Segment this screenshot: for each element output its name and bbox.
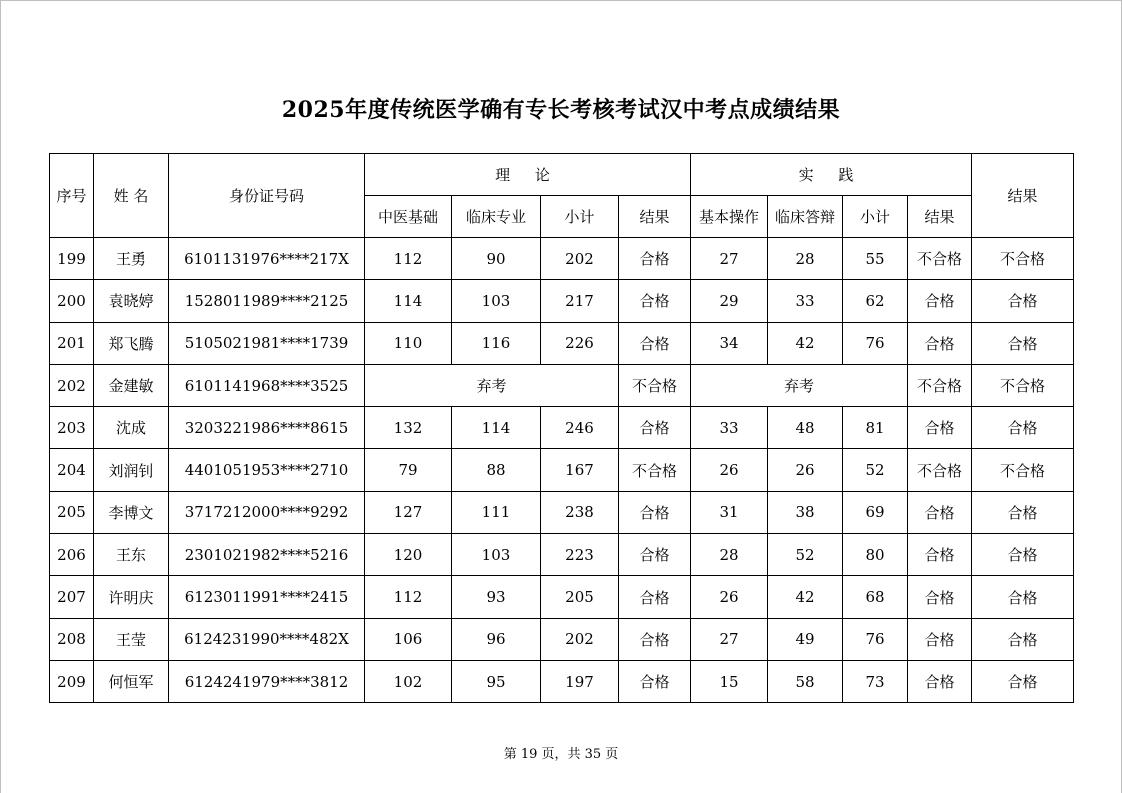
header-theory-clinical: 临床专业 <box>452 196 541 238</box>
cell-practice-result: 合格 <box>908 618 972 660</box>
cell-name: 沈成 <box>94 407 169 449</box>
cell-practice-subtotal: 62 <box>843 280 908 322</box>
cell-name: 李博文 <box>94 491 169 533</box>
table-row <box>50 238 1074 280</box>
cell-id: 3203221986****8615 <box>169 407 365 449</box>
cell-theory-basic: 110 <box>365 322 452 364</box>
table-row <box>50 491 1074 533</box>
results-table <box>49 153 1074 703</box>
cell-id: 6101131976****217X <box>169 238 365 280</box>
header-name: 姓 名 <box>94 154 169 238</box>
cell-practice-operation: 28 <box>691 534 768 576</box>
cell-theory-clinical: 90 <box>452 238 541 280</box>
table-row <box>50 280 1074 322</box>
header-final-result: 结果 <box>972 154 1074 238</box>
cell-practice-operation: 26 <box>691 576 768 618</box>
cell-theory-basic: 132 <box>365 407 452 449</box>
cell-practice-defense: 48 <box>768 407 843 449</box>
cell-practice-result: 合格 <box>908 407 972 449</box>
cell-id: 3717212000****9292 <box>169 491 365 533</box>
cell-theory-subtotal: 202 <box>541 238 619 280</box>
cell-name: 金建敏 <box>94 364 169 406</box>
cell-theory-result: 合格 <box>619 407 691 449</box>
cell-theory-result: 合格 <box>619 576 691 618</box>
cell-theory-result: 不合格 <box>619 449 691 491</box>
table-row <box>50 322 1074 364</box>
cell-theory-clinical: 114 <box>452 407 541 449</box>
cell-practice-defense: 52 <box>768 534 843 576</box>
cell-theory-absent: 弃考 <box>365 364 619 406</box>
cell-seq: 203 <box>50 407 94 449</box>
cell-final-result: 合格 <box>972 280 1074 322</box>
cell-final-result: 合格 <box>972 534 1074 576</box>
cell-id: 5105021981****1739 <box>169 322 365 364</box>
cell-theory-clinical: 96 <box>452 618 541 660</box>
cell-practice-operation: 27 <box>691 618 768 660</box>
cell-seq: 200 <box>50 280 94 322</box>
cell-name: 王东 <box>94 534 169 576</box>
cell-name: 刘润钊 <box>94 449 169 491</box>
cell-theory-clinical: 111 <box>452 491 541 533</box>
cell-practice-defense: 42 <box>768 322 843 364</box>
cell-final-result: 合格 <box>972 322 1074 364</box>
cell-name: 王莹 <box>94 618 169 660</box>
cell-seq: 201 <box>50 322 94 364</box>
table-row <box>50 407 1074 449</box>
cell-theory-subtotal: 167 <box>541 449 619 491</box>
cell-id: 6101141968****3525 <box>169 364 365 406</box>
cell-final-result: 不合格 <box>972 238 1074 280</box>
cell-seq: 205 <box>50 491 94 533</box>
cell-theory-basic: 106 <box>365 618 452 660</box>
cell-practice-subtotal: 76 <box>843 322 908 364</box>
cell-seq: 208 <box>50 618 94 660</box>
cell-practice-result: 合格 <box>908 280 972 322</box>
header-theory-subtotal: 小计 <box>541 196 619 238</box>
cell-practice-operation: 26 <box>691 449 768 491</box>
cell-theory-result: 合格 <box>619 660 691 702</box>
header-practice-operation: 基本操作 <box>691 196 768 238</box>
cell-theory-basic: 79 <box>365 449 452 491</box>
cell-id: 4401051953****2710 <box>169 449 365 491</box>
cell-theory-clinical: 95 <box>452 660 541 702</box>
cell-theory-basic: 120 <box>365 534 452 576</box>
cell-theory-subtotal: 223 <box>541 534 619 576</box>
cell-seq: 202 <box>50 364 94 406</box>
cell-name: 袁晓婷 <box>94 280 169 322</box>
cell-practice-subtotal: 69 <box>843 491 908 533</box>
cell-theory-subtotal: 202 <box>541 618 619 660</box>
header-practice-subtotal: 小计 <box>843 196 908 238</box>
cell-practice-result: 不合格 <box>908 238 972 280</box>
table-row <box>50 576 1074 618</box>
cell-practice-operation: 27 <box>691 238 768 280</box>
cell-theory-result: 合格 <box>619 322 691 364</box>
cell-theory-result: 合格 <box>619 491 691 533</box>
page-border-top <box>0 0 1122 1</box>
cell-practice-subtotal: 52 <box>843 449 908 491</box>
header-practice-result: 结果 <box>908 196 972 238</box>
cell-practice-subtotal: 55 <box>843 238 908 280</box>
cell-practice-result: 不合格 <box>908 364 972 406</box>
cell-practice-absent: 弃考 <box>691 364 908 406</box>
cell-theory-result: 合格 <box>619 280 691 322</box>
cell-practice-defense: 42 <box>768 576 843 618</box>
header-practice-defense: 临床答辩 <box>768 196 843 238</box>
cell-seq: 207 <box>50 576 94 618</box>
cell-practice-result: 合格 <box>908 322 972 364</box>
cell-theory-subtotal: 217 <box>541 280 619 322</box>
page-title: 2025年度传统医学确有专长考核考试汉中考点成绩结果 <box>281 97 841 123</box>
cell-practice-result: 不合格 <box>908 449 972 491</box>
cell-seq: 209 <box>50 660 94 702</box>
cell-seq: 206 <box>50 534 94 576</box>
table-row <box>50 618 1074 660</box>
cell-theory-result: 合格 <box>619 534 691 576</box>
header-row-top <box>50 154 1074 196</box>
cell-theory-basic: 102 <box>365 660 452 702</box>
cell-theory-clinical: 93 <box>452 576 541 618</box>
cell-practice-subtotal: 81 <box>843 407 908 449</box>
cell-theory-result: 不合格 <box>619 364 691 406</box>
cell-id: 1528011989****2125 <box>169 280 365 322</box>
cell-final-result: 不合格 <box>972 449 1074 491</box>
cell-theory-result: 合格 <box>619 238 691 280</box>
cell-final-result: 不合格 <box>972 364 1074 406</box>
cell-name: 王勇 <box>94 238 169 280</box>
cell-name: 许明庆 <box>94 576 169 618</box>
cell-final-result: 合格 <box>972 660 1074 702</box>
cell-theory-clinical: 116 <box>452 322 541 364</box>
cell-theory-clinical: 103 <box>452 280 541 322</box>
table-row <box>50 534 1074 576</box>
cell-practice-result: 合格 <box>908 534 972 576</box>
header-practice: 实 践 <box>691 154 972 196</box>
cell-theory-subtotal: 238 <box>541 491 619 533</box>
cell-theory-clinical: 103 <box>452 534 541 576</box>
header-theory-basic: 中医基础 <box>365 196 452 238</box>
cell-theory-subtotal: 205 <box>541 576 619 618</box>
header-theory: 理 论 <box>365 154 691 196</box>
cell-practice-subtotal: 73 <box>843 660 908 702</box>
cell-practice-operation: 34 <box>691 322 768 364</box>
cell-id: 6124231990****482X <box>169 618 365 660</box>
cell-theory-basic: 114 <box>365 280 452 322</box>
cell-practice-defense: 58 <box>768 660 843 702</box>
cell-practice-operation: 33 <box>691 407 768 449</box>
cell-practice-subtotal: 76 <box>843 618 908 660</box>
cell-practice-result: 合格 <box>908 660 972 702</box>
cell-practice-defense: 26 <box>768 449 843 491</box>
cell-practice-result: 合格 <box>908 491 972 533</box>
cell-practice-result: 合格 <box>908 576 972 618</box>
cell-practice-defense: 49 <box>768 618 843 660</box>
cell-seq: 199 <box>50 238 94 280</box>
header-seq: 序号 <box>50 154 94 238</box>
cell-theory-subtotal: 226 <box>541 322 619 364</box>
cell-practice-subtotal: 80 <box>843 534 908 576</box>
table-row <box>50 660 1074 702</box>
cell-theory-basic: 112 <box>365 238 452 280</box>
cell-id: 6124241979****3812 <box>169 660 365 702</box>
cell-practice-operation: 29 <box>691 280 768 322</box>
cell-practice-defense: 28 <box>768 238 843 280</box>
cell-seq: 204 <box>50 449 94 491</box>
table-row <box>50 449 1074 491</box>
cell-id: 2301021982****5216 <box>169 534 365 576</box>
cell-practice-subtotal: 68 <box>843 576 908 618</box>
cell-final-result: 合格 <box>972 491 1074 533</box>
cell-theory-basic: 112 <box>365 576 452 618</box>
cell-practice-operation: 31 <box>691 491 768 533</box>
cell-practice-defense: 38 <box>768 491 843 533</box>
cell-practice-defense: 33 <box>768 280 843 322</box>
table-row <box>50 364 1074 406</box>
header-theory-result: 结果 <box>619 196 691 238</box>
cell-final-result: 合格 <box>972 576 1074 618</box>
cell-theory-result: 合格 <box>619 618 691 660</box>
cell-practice-operation: 15 <box>691 660 768 702</box>
header-id: 身份证号码 <box>169 154 365 238</box>
cell-theory-subtotal: 246 <box>541 407 619 449</box>
cell-theory-basic: 127 <box>365 491 452 533</box>
cell-theory-subtotal: 197 <box>541 660 619 702</box>
cell-id: 6123011991****2415 <box>169 576 365 618</box>
cell-final-result: 合格 <box>972 407 1074 449</box>
cell-name: 何恒军 <box>94 660 169 702</box>
page-footer: 第 19 页，共 35 页 <box>503 747 619 762</box>
cell-name: 郑飞腾 <box>94 322 169 364</box>
cell-final-result: 合格 <box>972 618 1074 660</box>
cell-theory-clinical: 88 <box>452 449 541 491</box>
